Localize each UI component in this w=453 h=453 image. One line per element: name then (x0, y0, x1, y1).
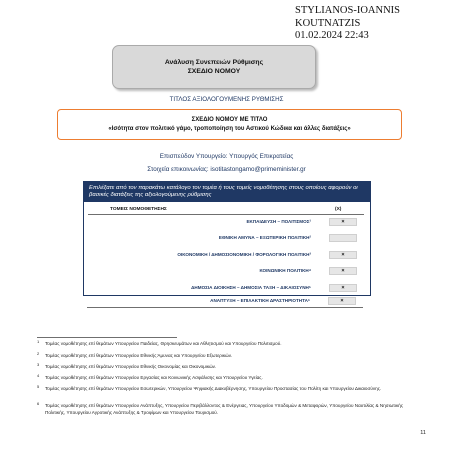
footnote-separator (37, 337, 177, 338)
header-divider (88, 214, 364, 215)
footnote-5 (37, 386, 412, 393)
law-title-box (57, 109, 402, 140)
footnote-3-number: 3 (37, 362, 40, 367)
footnote-3 (37, 364, 412, 371)
footnote-6 (37, 403, 412, 416)
sector-mark-defence (329, 234, 357, 242)
footnote-5-text: Τομέας νομοθέτησης επί θεμάτων Υπουργείου Εσωτερικών, Υπουργείου Ψηφιακής Διακυβέρνησης, Υπουργείου Προστασίας του Πολίτη και Υπουργείου Δικαιοσύνης. (45, 386, 382, 391)
sector-mark-social: × (329, 267, 357, 275)
sector-label-defence: ΕΘΝΙΚΗ ΑΜΥΝΑ – ΕΞΩΤΕΡΙΚΗ ΠΟΛΙΤΙΚΗ² (218, 235, 311, 240)
stamp-name-line-2: KOUTNATZIS (295, 17, 361, 29)
sector-label-economic: ΟΙΚΟΝΟΜΙΚΗ / ΔΗΜΟΣΙΟΝΟΜΙΚΗ / ΦΟΡΟΛΟΓΙΚΗ ΠΟΛΙΤΙΚΗ³ (177, 252, 311, 257)
evaluated-regulation-heading: ΤΙΤΛΟΣ ΑΞΙΟΛΟΓΟΥΜΕΝΗΣ ΡΥΘΜΙΣΗΣ (169, 96, 284, 103)
page-number: 11 (420, 430, 426, 436)
footnote-5-number: 5 (37, 384, 40, 389)
law-title: «Ισότητα στον πολιτικό γάμο, τροποποίηση του Αστικού Κώδικα και άλλες διατάξεις» (108, 125, 351, 132)
footnote-3-text: Τομέας νομοθέτησης επί θεμάτων Υπουργείου Εθνικής Οικονομίας και Οικονομικών. (45, 364, 217, 369)
footnote-1-text: Τομέας νομοθέτησης επί θεμάτων Υπουργείου Παιδείας, Θρησκευμάτων και Αθλητισμού και Υπουργείου Πολιτισμού. (45, 341, 282, 346)
sector-label-public-admin: ΔΗΜΟΣΙΑ ΔΙΟΙΚΗΣΗ – ΔΗΜΟΣΙΑ ΤΑΞΗ – ΔΙΚΑΙΟΣΥΝΗ⁵ (191, 285, 311, 290)
footnote-4 (37, 375, 412, 382)
sector-selection-panel (83, 181, 371, 296)
footnote-2 (37, 353, 412, 360)
document-title: Ανάλυση Συνεπειών Ρύθμισης (164, 59, 264, 66)
sector-label-education: ΕΚΠΑΙΔΕΥΣΗ – ΠΟΛΙΤΙΣΜΟΣ¹ (246, 219, 311, 224)
footnote-1-number: 1 (37, 339, 40, 344)
footnote-2-text: Τομέας νομοθέτησης επί θεμάτων Υπουργείου Εθνικής Άμυνας και Υπουργείου Εξωτερικών. (45, 353, 233, 358)
signature-stamp (295, 5, 445, 43)
sector-mark-education: × (329, 218, 357, 226)
footnote-6-text: Τομέας νομοθέτησης επί θεμάτων Υπουργείου Ανάπτυξης, Υπουργείου Περιβάλλοντος & Ενέργειας, Υπουργείου Υποδομών & Μεταφορών, Υπουργείου Ναυτιλίας & Νησιωτικής Πολιτικής, Υπουργείου Αγροτικής Ανάπτυξης & Τροφίμων και Υπουργείου Τουρισμού. (45, 403, 404, 415)
col-header-sectors: ΤΟΜΕΙΣ ΝΟΜΟΘΕΤΗΣΗΣ (110, 207, 167, 212)
stamp-date: 01.02.2024 22:43 (295, 30, 369, 41)
law-title-label: ΣΧΕΔΙΟ ΝΟΜΟΥ ΜΕ ΤΙΤΛΟ (191, 117, 268, 123)
sector-mark-economic: × (329, 251, 357, 259)
contact-line: Στοιχεία επικοινωνίας: isotitastongamo@primeminister.gr (147, 166, 306, 173)
sector-mark-public-admin: × (329, 284, 357, 292)
stamp-name-line-1: STYLIANOS-IOANNIS (295, 5, 400, 16)
panel-instruction: Επιλέξατε από τον παρακάτω κατάλογο τον τομέα ή τους τομείς νομοθέτησης στους οποίους αφορούν οι βασικές διατάξεις της αξιολογούμενης ρύθμισης (84, 182, 370, 202)
document-title-box (112, 45, 316, 89)
col-header-mark: (Χ) (335, 207, 342, 212)
footnote-1 (37, 341, 412, 348)
footnote-4-number: 4 (37, 373, 40, 378)
sector-label-development: ΑΝΑΠΤΥΞΗ – ΕΠΙΛΑΚΤΙΚΗ ΔΡΑΣΤΗΡΙΟΤΗΤΑ⁶ (210, 298, 310, 303)
sector-mark-development: × (328, 297, 356, 305)
document-subtitle: ΣΧΕΔΙΟ ΝΟΜΟΥ (187, 68, 241, 75)
footnote-2-number: 2 (37, 351, 40, 356)
sector-label-social: ΚΟΙΝΩΝΙΚΗ ΠΟΛΙΤΙΚΗ⁴ (259, 268, 311, 273)
row-divider (87, 307, 363, 308)
footnote-6-number: 6 (37, 401, 40, 406)
ministry-line: Επισπεύδον Υπουργείο: Υπουργός Επικρατείας (159, 153, 294, 160)
footnote-4-text: Τομέας νομοθέτησης επί θεμάτων Υπουργείου Εργασίας και Κοινωνικής Ασφάλισης και Υπουργείου Υγείας. (45, 375, 263, 380)
